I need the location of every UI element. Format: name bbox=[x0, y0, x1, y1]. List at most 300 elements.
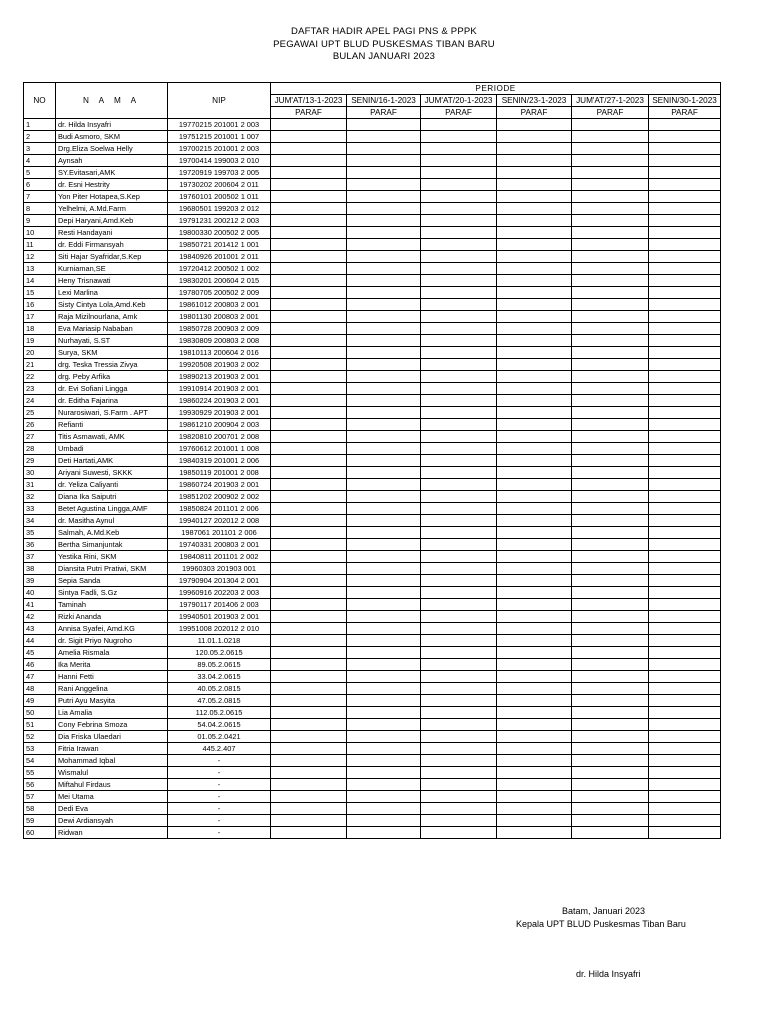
signature-cell[interactable] bbox=[271, 179, 347, 191]
signature-cell[interactable] bbox=[347, 407, 421, 419]
signature-cell[interactable] bbox=[649, 575, 721, 587]
signature-cell[interactable] bbox=[497, 467, 572, 479]
signature-cell[interactable] bbox=[649, 623, 721, 635]
signature-cell[interactable] bbox=[347, 215, 421, 227]
signature-cell[interactable] bbox=[347, 515, 421, 527]
signature-cell[interactable] bbox=[421, 263, 497, 275]
signature-cell[interactable] bbox=[347, 467, 421, 479]
signature-cell[interactable] bbox=[649, 119, 721, 131]
signature-cell[interactable] bbox=[649, 419, 721, 431]
signature-cell[interactable] bbox=[497, 767, 572, 779]
signature-cell[interactable] bbox=[347, 311, 421, 323]
signature-cell[interactable] bbox=[572, 119, 649, 131]
signature-cell[interactable] bbox=[421, 371, 497, 383]
signature-cell[interactable] bbox=[497, 815, 572, 827]
signature-cell[interactable] bbox=[421, 827, 497, 839]
signature-cell[interactable] bbox=[572, 815, 649, 827]
signature-cell[interactable] bbox=[271, 167, 347, 179]
signature-cell[interactable] bbox=[271, 671, 347, 683]
signature-cell[interactable] bbox=[497, 323, 572, 335]
signature-cell[interactable] bbox=[271, 143, 347, 155]
signature-cell[interactable] bbox=[347, 647, 421, 659]
signature-cell[interactable] bbox=[497, 215, 572, 227]
signature-cell[interactable] bbox=[649, 167, 721, 179]
signature-cell[interactable] bbox=[347, 251, 421, 263]
signature-cell[interactable] bbox=[649, 755, 721, 767]
signature-cell[interactable] bbox=[421, 743, 497, 755]
signature-cell[interactable] bbox=[271, 563, 347, 575]
signature-cell[interactable] bbox=[572, 647, 649, 659]
signature-cell[interactable] bbox=[649, 551, 721, 563]
signature-cell[interactable] bbox=[271, 479, 347, 491]
signature-cell[interactable] bbox=[271, 251, 347, 263]
signature-cell[interactable] bbox=[421, 383, 497, 395]
signature-cell[interactable] bbox=[649, 179, 721, 191]
signature-cell[interactable] bbox=[572, 527, 649, 539]
signature-cell[interactable] bbox=[649, 743, 721, 755]
signature-cell[interactable] bbox=[421, 647, 497, 659]
signature-cell[interactable] bbox=[347, 155, 421, 167]
signature-cell[interactable] bbox=[497, 791, 572, 803]
signature-cell[interactable] bbox=[421, 203, 497, 215]
signature-cell[interactable] bbox=[347, 239, 421, 251]
signature-cell[interactable] bbox=[271, 743, 347, 755]
signature-cell[interactable] bbox=[347, 455, 421, 467]
signature-cell[interactable] bbox=[572, 611, 649, 623]
signature-cell[interactable] bbox=[347, 755, 421, 767]
signature-cell[interactable] bbox=[421, 803, 497, 815]
signature-cell[interactable] bbox=[347, 779, 421, 791]
signature-cell[interactable] bbox=[347, 383, 421, 395]
signature-cell[interactable] bbox=[572, 551, 649, 563]
signature-cell[interactable] bbox=[271, 371, 347, 383]
signature-cell[interactable] bbox=[347, 443, 421, 455]
signature-cell[interactable] bbox=[572, 635, 649, 647]
signature-cell[interactable] bbox=[271, 407, 347, 419]
signature-cell[interactable] bbox=[421, 155, 497, 167]
signature-cell[interactable] bbox=[347, 563, 421, 575]
signature-cell[interactable] bbox=[271, 443, 347, 455]
signature-cell[interactable] bbox=[497, 155, 572, 167]
signature-cell[interactable] bbox=[421, 443, 497, 455]
signature-cell[interactable] bbox=[649, 227, 721, 239]
signature-cell[interactable] bbox=[572, 335, 649, 347]
signature-cell[interactable] bbox=[649, 131, 721, 143]
signature-cell[interactable] bbox=[649, 455, 721, 467]
signature-cell[interactable] bbox=[497, 359, 572, 371]
signature-cell[interactable] bbox=[421, 455, 497, 467]
signature-cell[interactable] bbox=[572, 359, 649, 371]
signature-cell[interactable] bbox=[497, 611, 572, 623]
signature-cell[interactable] bbox=[649, 515, 721, 527]
signature-cell[interactable] bbox=[497, 683, 572, 695]
signature-cell[interactable] bbox=[497, 491, 572, 503]
signature-cell[interactable] bbox=[572, 683, 649, 695]
signature-cell[interactable] bbox=[347, 743, 421, 755]
signature-cell[interactable] bbox=[421, 227, 497, 239]
signature-cell[interactable] bbox=[649, 491, 721, 503]
signature-cell[interactable] bbox=[497, 455, 572, 467]
signature-cell[interactable] bbox=[497, 383, 572, 395]
signature-cell[interactable] bbox=[421, 359, 497, 371]
signature-cell[interactable] bbox=[497, 347, 572, 359]
signature-cell[interactable] bbox=[421, 143, 497, 155]
signature-cell[interactable] bbox=[271, 551, 347, 563]
signature-cell[interactable] bbox=[347, 359, 421, 371]
signature-cell[interactable] bbox=[649, 827, 721, 839]
signature-cell[interactable] bbox=[649, 695, 721, 707]
signature-cell[interactable] bbox=[497, 143, 572, 155]
signature-cell[interactable] bbox=[572, 767, 649, 779]
signature-cell[interactable] bbox=[497, 395, 572, 407]
signature-cell[interactable] bbox=[497, 251, 572, 263]
signature-cell[interactable] bbox=[572, 275, 649, 287]
signature-cell[interactable] bbox=[497, 527, 572, 539]
signature-cell[interactable] bbox=[421, 815, 497, 827]
signature-cell[interactable] bbox=[271, 431, 347, 443]
signature-cell[interactable] bbox=[347, 635, 421, 647]
signature-cell[interactable] bbox=[497, 803, 572, 815]
signature-cell[interactable] bbox=[347, 551, 421, 563]
signature-cell[interactable] bbox=[271, 527, 347, 539]
signature-cell[interactable] bbox=[572, 215, 649, 227]
signature-cell[interactable] bbox=[421, 755, 497, 767]
signature-cell[interactable] bbox=[649, 275, 721, 287]
signature-cell[interactable] bbox=[572, 311, 649, 323]
signature-cell[interactable] bbox=[497, 191, 572, 203]
signature-cell[interactable] bbox=[347, 263, 421, 275]
signature-cell[interactable] bbox=[649, 323, 721, 335]
signature-cell[interactable] bbox=[421, 791, 497, 803]
signature-cell[interactable] bbox=[271, 515, 347, 527]
signature-cell[interactable] bbox=[649, 791, 721, 803]
signature-cell[interactable] bbox=[347, 527, 421, 539]
signature-cell[interactable] bbox=[421, 479, 497, 491]
signature-cell[interactable] bbox=[421, 419, 497, 431]
signature-cell[interactable] bbox=[497, 263, 572, 275]
signature-cell[interactable] bbox=[497, 335, 572, 347]
signature-cell[interactable] bbox=[572, 491, 649, 503]
signature-cell[interactable] bbox=[271, 347, 347, 359]
signature-cell[interactable] bbox=[271, 359, 347, 371]
signature-cell[interactable] bbox=[497, 203, 572, 215]
signature-cell[interactable] bbox=[649, 599, 721, 611]
signature-cell[interactable] bbox=[572, 191, 649, 203]
signature-cell[interactable] bbox=[421, 503, 497, 515]
signature-cell[interactable] bbox=[347, 347, 421, 359]
signature-cell[interactable] bbox=[421, 407, 497, 419]
signature-cell[interactable] bbox=[572, 659, 649, 671]
signature-cell[interactable] bbox=[497, 311, 572, 323]
signature-cell[interactable] bbox=[649, 803, 721, 815]
signature-cell[interactable] bbox=[572, 587, 649, 599]
signature-cell[interactable] bbox=[347, 719, 421, 731]
signature-cell[interactable] bbox=[572, 155, 649, 167]
signature-cell[interactable] bbox=[572, 131, 649, 143]
signature-cell[interactable] bbox=[421, 179, 497, 191]
signature-cell[interactable] bbox=[271, 131, 347, 143]
signature-cell[interactable] bbox=[649, 251, 721, 263]
signature-cell[interactable] bbox=[271, 191, 347, 203]
signature-cell[interactable] bbox=[649, 407, 721, 419]
signature-cell[interactable] bbox=[649, 779, 721, 791]
signature-cell[interactable] bbox=[347, 143, 421, 155]
signature-cell[interactable] bbox=[347, 587, 421, 599]
signature-cell[interactable] bbox=[421, 119, 497, 131]
signature-cell[interactable] bbox=[572, 383, 649, 395]
signature-cell[interactable] bbox=[497, 755, 572, 767]
signature-cell[interactable] bbox=[497, 587, 572, 599]
signature-cell[interactable] bbox=[649, 611, 721, 623]
signature-cell[interactable] bbox=[347, 683, 421, 695]
signature-cell[interactable] bbox=[271, 503, 347, 515]
signature-cell[interactable] bbox=[271, 659, 347, 671]
signature-cell[interactable] bbox=[271, 203, 347, 215]
signature-cell[interactable] bbox=[497, 167, 572, 179]
signature-cell[interactable] bbox=[421, 683, 497, 695]
signature-cell[interactable] bbox=[572, 431, 649, 443]
signature-cell[interactable] bbox=[649, 815, 721, 827]
signature-cell[interactable] bbox=[649, 671, 721, 683]
signature-cell[interactable] bbox=[572, 239, 649, 251]
signature-cell[interactable] bbox=[271, 599, 347, 611]
signature-cell[interactable] bbox=[421, 527, 497, 539]
signature-cell[interactable] bbox=[649, 503, 721, 515]
signature-cell[interactable] bbox=[271, 779, 347, 791]
signature-cell[interactable] bbox=[497, 719, 572, 731]
signature-cell[interactable] bbox=[347, 707, 421, 719]
signature-cell[interactable] bbox=[497, 287, 572, 299]
signature-cell[interactable] bbox=[271, 635, 347, 647]
signature-cell[interactable] bbox=[497, 179, 572, 191]
signature-cell[interactable] bbox=[421, 695, 497, 707]
signature-cell[interactable] bbox=[649, 539, 721, 551]
signature-cell[interactable] bbox=[421, 707, 497, 719]
signature-cell[interactable] bbox=[271, 467, 347, 479]
signature-cell[interactable] bbox=[271, 827, 347, 839]
signature-cell[interactable] bbox=[649, 443, 721, 455]
signature-cell[interactable] bbox=[649, 359, 721, 371]
signature-cell[interactable] bbox=[271, 311, 347, 323]
signature-cell[interactable] bbox=[572, 287, 649, 299]
signature-cell[interactable] bbox=[649, 479, 721, 491]
signature-cell[interactable] bbox=[347, 479, 421, 491]
signature-cell[interactable] bbox=[497, 563, 572, 575]
signature-cell[interactable] bbox=[649, 731, 721, 743]
signature-cell[interactable] bbox=[572, 575, 649, 587]
signature-cell[interactable] bbox=[497, 599, 572, 611]
signature-cell[interactable] bbox=[421, 335, 497, 347]
signature-cell[interactable] bbox=[497, 443, 572, 455]
signature-cell[interactable] bbox=[572, 779, 649, 791]
signature-cell[interactable] bbox=[649, 263, 721, 275]
signature-cell[interactable] bbox=[572, 827, 649, 839]
signature-cell[interactable] bbox=[497, 275, 572, 287]
signature-cell[interactable] bbox=[271, 647, 347, 659]
signature-cell[interactable] bbox=[572, 515, 649, 527]
signature-cell[interactable] bbox=[421, 635, 497, 647]
signature-cell[interactable] bbox=[347, 395, 421, 407]
signature-cell[interactable] bbox=[649, 719, 721, 731]
signature-cell[interactable] bbox=[421, 767, 497, 779]
signature-cell[interactable] bbox=[347, 119, 421, 131]
signature-cell[interactable] bbox=[572, 299, 649, 311]
signature-cell[interactable] bbox=[347, 503, 421, 515]
signature-cell[interactable] bbox=[649, 287, 721, 299]
signature-cell[interactable] bbox=[421, 719, 497, 731]
signature-cell[interactable] bbox=[271, 395, 347, 407]
signature-cell[interactable] bbox=[497, 707, 572, 719]
signature-cell[interactable] bbox=[649, 587, 721, 599]
signature-cell[interactable] bbox=[271, 227, 347, 239]
signature-cell[interactable] bbox=[572, 251, 649, 263]
signature-cell[interactable] bbox=[649, 431, 721, 443]
signature-cell[interactable] bbox=[271, 683, 347, 695]
signature-cell[interactable] bbox=[421, 431, 497, 443]
signature-cell[interactable] bbox=[649, 635, 721, 647]
signature-cell[interactable] bbox=[421, 395, 497, 407]
signature-cell[interactable] bbox=[572, 419, 649, 431]
signature-cell[interactable] bbox=[421, 623, 497, 635]
signature-cell[interactable] bbox=[497, 539, 572, 551]
signature-cell[interactable] bbox=[649, 647, 721, 659]
signature-cell[interactable] bbox=[421, 287, 497, 299]
signature-cell[interactable] bbox=[572, 791, 649, 803]
signature-cell[interactable] bbox=[347, 599, 421, 611]
signature-cell[interactable] bbox=[347, 131, 421, 143]
signature-cell[interactable] bbox=[497, 299, 572, 311]
signature-cell[interactable] bbox=[572, 731, 649, 743]
signature-cell[interactable] bbox=[347, 227, 421, 239]
signature-cell[interactable] bbox=[572, 455, 649, 467]
signature-cell[interactable] bbox=[572, 323, 649, 335]
signature-cell[interactable] bbox=[271, 755, 347, 767]
signature-cell[interactable] bbox=[421, 563, 497, 575]
signature-cell[interactable] bbox=[572, 755, 649, 767]
signature-cell[interactable] bbox=[497, 431, 572, 443]
signature-cell[interactable] bbox=[649, 239, 721, 251]
signature-cell[interactable] bbox=[497, 479, 572, 491]
signature-cell[interactable] bbox=[421, 275, 497, 287]
signature-cell[interactable] bbox=[271, 575, 347, 587]
signature-cell[interactable] bbox=[347, 623, 421, 635]
signature-cell[interactable] bbox=[347, 815, 421, 827]
signature-cell[interactable] bbox=[421, 191, 497, 203]
signature-cell[interactable] bbox=[572, 695, 649, 707]
signature-cell[interactable] bbox=[572, 179, 649, 191]
signature-cell[interactable] bbox=[497, 419, 572, 431]
signature-cell[interactable] bbox=[271, 623, 347, 635]
signature-cell[interactable] bbox=[347, 335, 421, 347]
signature-cell[interactable] bbox=[271, 791, 347, 803]
signature-cell[interactable] bbox=[421, 611, 497, 623]
signature-cell[interactable] bbox=[572, 803, 649, 815]
signature-cell[interactable] bbox=[497, 575, 572, 587]
signature-cell[interactable] bbox=[497, 371, 572, 383]
signature-cell[interactable] bbox=[649, 311, 721, 323]
signature-cell[interactable] bbox=[649, 299, 721, 311]
signature-cell[interactable] bbox=[649, 155, 721, 167]
signature-cell[interactable] bbox=[271, 731, 347, 743]
signature-cell[interactable] bbox=[421, 779, 497, 791]
signature-cell[interactable] bbox=[271, 539, 347, 551]
signature-cell[interactable] bbox=[347, 671, 421, 683]
signature-cell[interactable] bbox=[271, 263, 347, 275]
signature-cell[interactable] bbox=[347, 731, 421, 743]
signature-cell[interactable] bbox=[421, 599, 497, 611]
signature-cell[interactable] bbox=[649, 347, 721, 359]
signature-cell[interactable] bbox=[347, 179, 421, 191]
signature-cell[interactable] bbox=[572, 743, 649, 755]
signature-cell[interactable] bbox=[572, 539, 649, 551]
signature-cell[interactable] bbox=[649, 335, 721, 347]
signature-cell[interactable] bbox=[271, 419, 347, 431]
signature-cell[interactable] bbox=[347, 803, 421, 815]
signature-cell[interactable] bbox=[497, 131, 572, 143]
signature-cell[interactable] bbox=[497, 407, 572, 419]
signature-cell[interactable] bbox=[572, 599, 649, 611]
signature-cell[interactable] bbox=[271, 611, 347, 623]
signature-cell[interactable] bbox=[347, 491, 421, 503]
signature-cell[interactable] bbox=[497, 743, 572, 755]
signature-cell[interactable] bbox=[649, 767, 721, 779]
signature-cell[interactable] bbox=[421, 311, 497, 323]
signature-cell[interactable] bbox=[497, 551, 572, 563]
signature-cell[interactable] bbox=[271, 587, 347, 599]
signature-cell[interactable] bbox=[347, 203, 421, 215]
signature-cell[interactable] bbox=[649, 395, 721, 407]
signature-cell[interactable] bbox=[271, 275, 347, 287]
signature-cell[interactable] bbox=[497, 503, 572, 515]
signature-cell[interactable] bbox=[271, 491, 347, 503]
signature-cell[interactable] bbox=[347, 419, 421, 431]
signature-cell[interactable] bbox=[497, 827, 572, 839]
signature-cell[interactable] bbox=[649, 191, 721, 203]
signature-cell[interactable] bbox=[421, 551, 497, 563]
signature-cell[interactable] bbox=[649, 707, 721, 719]
signature-cell[interactable] bbox=[271, 719, 347, 731]
signature-cell[interactable] bbox=[497, 731, 572, 743]
signature-cell[interactable] bbox=[572, 143, 649, 155]
signature-cell[interactable] bbox=[421, 467, 497, 479]
signature-cell[interactable] bbox=[347, 191, 421, 203]
signature-cell[interactable] bbox=[421, 575, 497, 587]
signature-cell[interactable] bbox=[271, 767, 347, 779]
signature-cell[interactable] bbox=[497, 239, 572, 251]
signature-cell[interactable] bbox=[421, 251, 497, 263]
signature-cell[interactable] bbox=[271, 155, 347, 167]
signature-cell[interactable] bbox=[572, 479, 649, 491]
signature-cell[interactable] bbox=[649, 215, 721, 227]
signature-cell[interactable] bbox=[271, 803, 347, 815]
signature-cell[interactable] bbox=[347, 767, 421, 779]
signature-cell[interactable] bbox=[572, 467, 649, 479]
signature-cell[interactable] bbox=[347, 827, 421, 839]
signature-cell[interactable] bbox=[271, 287, 347, 299]
signature-cell[interactable] bbox=[347, 371, 421, 383]
signature-cell[interactable] bbox=[649, 683, 721, 695]
signature-cell[interactable] bbox=[271, 455, 347, 467]
signature-cell[interactable] bbox=[572, 503, 649, 515]
signature-cell[interactable] bbox=[421, 587, 497, 599]
signature-cell[interactable] bbox=[649, 371, 721, 383]
signature-cell[interactable] bbox=[572, 623, 649, 635]
signature-cell[interactable] bbox=[497, 119, 572, 131]
signature-cell[interactable] bbox=[271, 383, 347, 395]
signature-cell[interactable] bbox=[271, 215, 347, 227]
signature-cell[interactable] bbox=[421, 515, 497, 527]
signature-cell[interactable] bbox=[497, 515, 572, 527]
